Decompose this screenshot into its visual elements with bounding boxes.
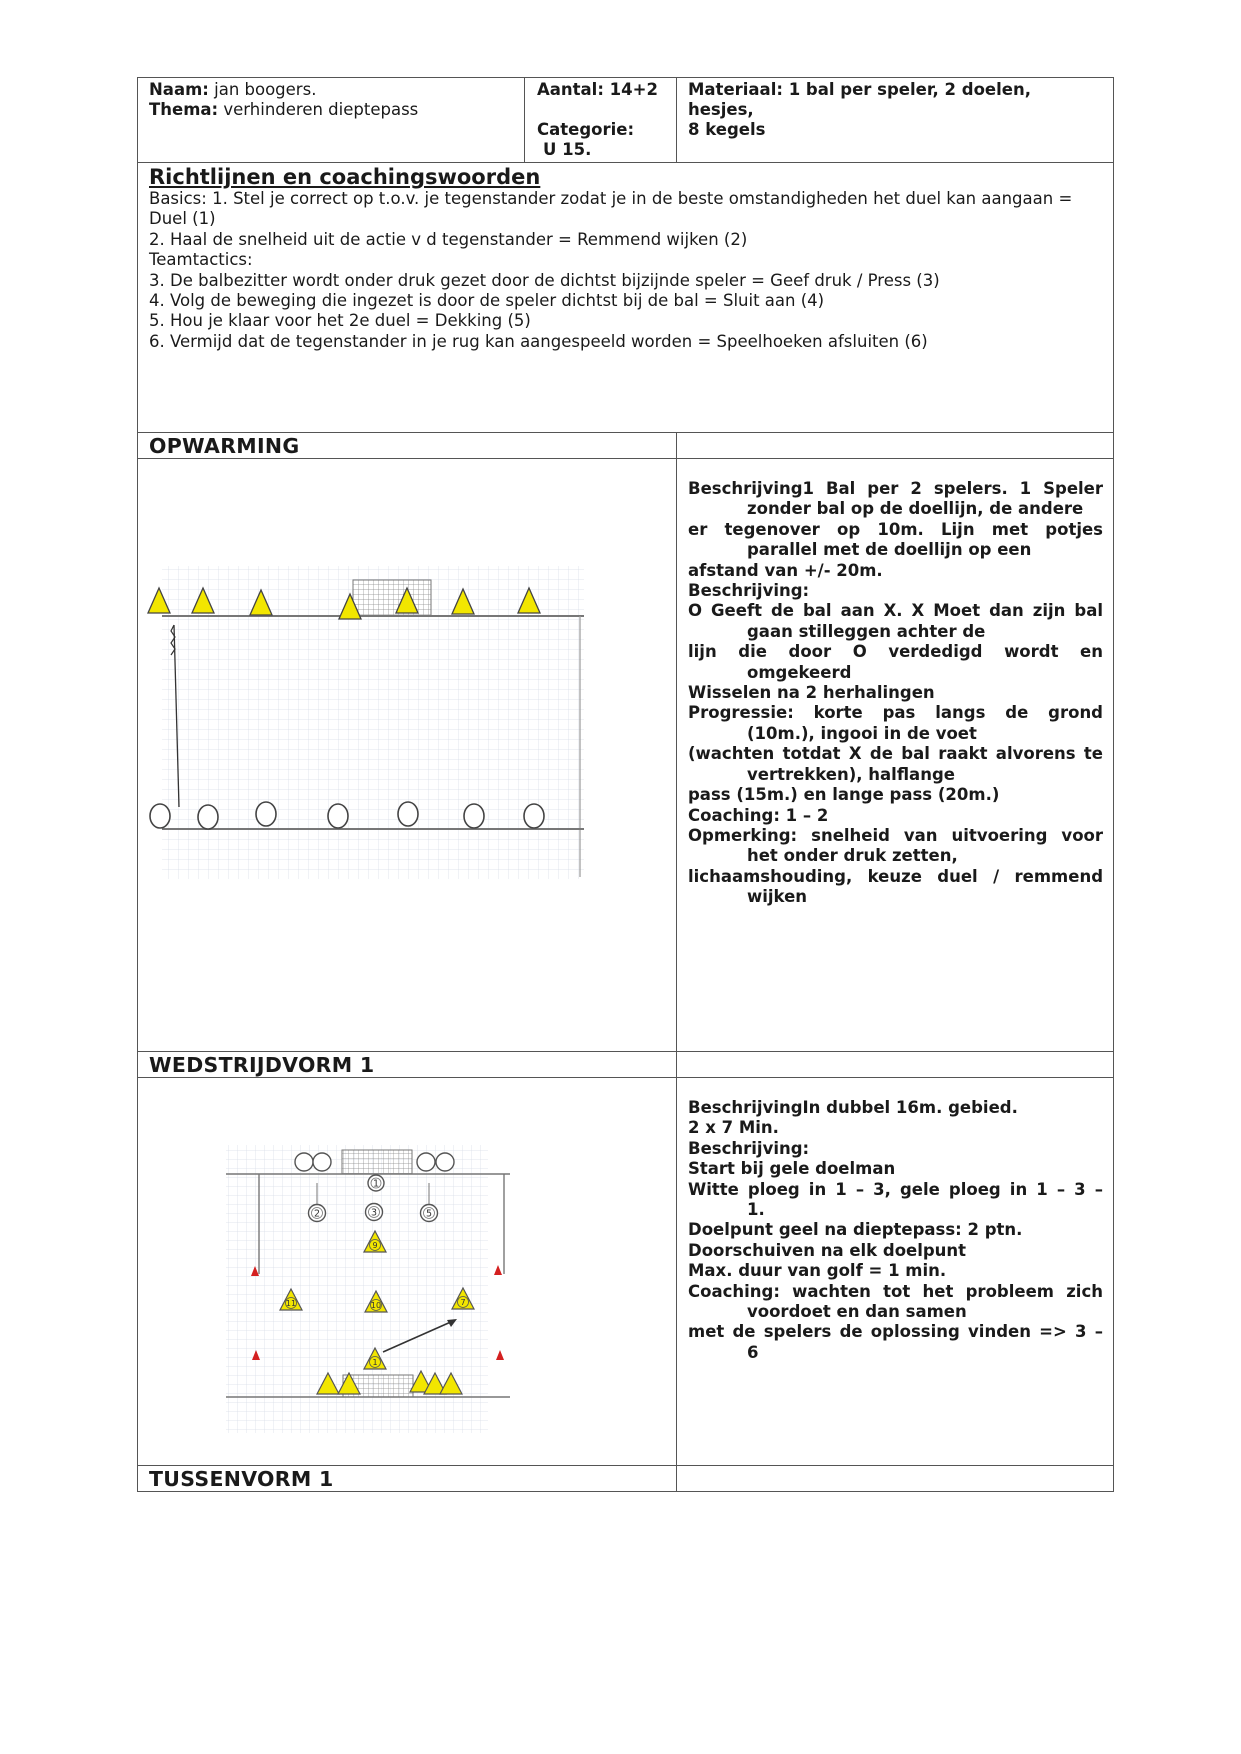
- description-line: Progressie: korte pas langs de grond: [688, 703, 1103, 723]
- materiaal-line: Materiaal: 1 bal per speler, 2 doelen,: [688, 80, 1031, 99]
- materiaal-line: hesjes,: [688, 100, 754, 119]
- opwarming-description: [677, 459, 1113, 908]
- player-icon: [398, 802, 418, 826]
- guidelines-title: Richtlijnen en coachingswoorden: [149, 165, 541, 189]
- description-line: Opmerking: snelheid van uitvoering voor: [688, 825, 1103, 845]
- player-icon: [256, 802, 276, 826]
- description-line: er tegenover op 10m. Lijn met potjes: [688, 519, 1103, 539]
- wedstrijdvorm-title-cell: [138, 1052, 677, 1078]
- description-line: 6: [747, 1342, 759, 1362]
- description-line: parallel met de doellijn op een: [747, 540, 1032, 560]
- white-player-icon: [295, 1153, 313, 1171]
- description-line: O Geeft de bal aan X. X Moet dan zijn bal: [688, 601, 1103, 621]
- player-number: 7: [460, 1298, 466, 1307]
- description-line: (wachten totdat X de bal raakt alvorens te: [688, 744, 1103, 764]
- session-table: [137, 77, 1114, 1492]
- opwarming-diagram-cell: [138, 459, 677, 1052]
- description-line: Wisselen na 2 herhalingen: [688, 683, 935, 703]
- aantal-cell: [525, 78, 677, 163]
- description-line: omgekeerd: [747, 662, 852, 682]
- description-line: voordoet en dan samen: [747, 1302, 967, 1322]
- description-line: Max. duur van golf = 1 min.: [688, 1261, 947, 1281]
- coach-info-cell: [138, 78, 525, 163]
- white-player-icon: [436, 1153, 454, 1171]
- description-line: Doorschuiven na elk doelpunt: [688, 1240, 967, 1260]
- tussenvorm-title: TUSSENVORM 1: [149, 1467, 334, 1491]
- white-player-icon: [417, 1153, 435, 1171]
- description-line: Doelpunt geel na dieptepass: 2 ptn.: [688, 1220, 1023, 1240]
- naam-label: Naam:: [149, 80, 209, 99]
- guideline-line: 5. Hou je klaar voor het 2e duel = Dekking (5): [149, 311, 531, 331]
- description-line: BeschrijvingIn dubbel 16m. gebied.: [688, 1098, 1018, 1117]
- opwarming-title-cell: [138, 433, 677, 459]
- naam-value: jan boogers.: [214, 80, 317, 99]
- guideline-line: 6. Vermijd dat de tegenstander in je rug kan aangespeeld worden = Speelhoeken afsluiten (6): [149, 331, 928, 351]
- description-line: lijn die door O verdedigd wordt en: [688, 642, 1103, 662]
- player-icon: [150, 804, 170, 828]
- player-number: 5: [425, 1208, 433, 1220]
- white-player-icon: [368, 1175, 384, 1191]
- player-number: 2: [313, 1208, 321, 1220]
- description-line: afstand van +/- 20m.: [688, 560, 883, 580]
- guideline-line: Teamtactics:: [149, 250, 253, 270]
- wedstrijdvorm-description: [677, 1078, 1113, 1363]
- materiaal-cell: [677, 78, 1114, 163]
- description-line: vertrekken), halflange: [747, 764, 955, 784]
- guideline-line: 2. Haal de snelheid uit de actie v d tegenstander = Remmend wijken (2): [149, 229, 748, 249]
- guideline-line: Basics: 1. Stel je correct op t.o.v. je tegenstander zodat je in de beste omstandigheden het duel kan aangaan =: [149, 189, 1073, 208]
- player-number: 1: [372, 1178, 380, 1190]
- player-icon: [464, 804, 484, 828]
- wedstrijdvorm-diagram-cell: [138, 1078, 677, 1466]
- description-line: lichaamshouding, keuze duel / remmend: [688, 866, 1103, 886]
- player-number: 3: [370, 1207, 378, 1219]
- guideline-line: Duel (1): [149, 209, 216, 229]
- marker-cone-icon: [496, 1350, 504, 1360]
- opwarming-desc-cell: [677, 459, 1114, 1052]
- wedstrijdvorm-desc-cell: [677, 1078, 1114, 1466]
- player-icon: [524, 804, 544, 828]
- tussenvorm-title-cell: [138, 1466, 677, 1492]
- opwarming-title-empty: [677, 433, 1114, 459]
- wedstrijdvorm-diagram: [138, 1078, 676, 1463]
- white-player-icon: [366, 1204, 383, 1221]
- white-player-icon: [421, 1205, 438, 1222]
- description-line: gaan stilleggen achter de: [747, 621, 986, 641]
- description-line: Beschrijving1 Bal per 2 spelers. 1 Speler: [688, 479, 1103, 498]
- description-line: pass (15m.) en lange pass (20m.): [688, 785, 1000, 805]
- opwarming-title: OPWARMING: [149, 434, 300, 458]
- marker-cone-icon: [494, 1265, 502, 1275]
- thema-value: verhinderen dieptepass: [223, 100, 419, 119]
- description-line: Coaching: 1 – 2: [688, 805, 829, 825]
- description-line: 2 x 7 Min.: [688, 1118, 779, 1138]
- session-sheet: [137, 77, 1113, 1492]
- player-number: 10: [370, 1301, 382, 1310]
- description-line: Witte ploeg in 1 – 3, gele ploeg in 1 – 3 –: [688, 1179, 1103, 1199]
- player-icon: [198, 805, 218, 829]
- description-line: 1.: [747, 1200, 765, 1220]
- description-line: Beschrijving:: [688, 1138, 810, 1158]
- white-player-icon: [309, 1205, 326, 1222]
- description-line: Coaching: wachten tot het probleem zich: [688, 1281, 1103, 1301]
- player-number: 11: [285, 1299, 297, 1308]
- description-line: Beschrijving:: [688, 581, 810, 601]
- wedstrijdvorm-title: WEDSTRIJDVORM 1: [149, 1053, 375, 1077]
- description-line: met de spelers de oplossing vinden => 3 –: [688, 1322, 1103, 1342]
- description-line: het onder druk zetten,: [747, 846, 958, 866]
- player-number: 1: [372, 1358, 378, 1367]
- categorie-value: U 15.: [543, 140, 592, 159]
- aantal-text: Aantal: 14+2: [537, 80, 658, 99]
- tussenvorm-title-empty: [677, 1466, 1114, 1492]
- thema-label: Thema:: [149, 100, 219, 119]
- description-line: wijken: [747, 887, 808, 907]
- goal-net: [353, 580, 431, 616]
- description-line: (10m.), ingooi in de voet: [747, 723, 977, 743]
- guidelines-cell: [138, 163, 1114, 433]
- description-line: Start bij gele doelman: [688, 1159, 896, 1179]
- wedstrijdvorm-title-empty: [677, 1052, 1114, 1078]
- white-player-icon: [313, 1153, 331, 1171]
- goal-net-top: [342, 1150, 412, 1174]
- categorie-label: Categorie:: [537, 120, 635, 139]
- player-icon: [328, 804, 348, 828]
- description-line: zonder bal op de doellijn, de andere: [747, 499, 1084, 519]
- guideline-line: 4. Volg de beweging die ingezet is door de speler dichtst bij de bal = Sluit aan (4): [149, 291, 825, 311]
- opwarming-diagram: [138, 459, 676, 1049]
- materiaal-line: 8 kegels: [688, 120, 766, 139]
- guideline-line: 3. De balbezitter wordt onder druk gezet door de dichtst bijzijnde speler = Geef druk / Press (3): [149, 270, 940, 290]
- player-number: 9: [372, 1241, 378, 1250]
